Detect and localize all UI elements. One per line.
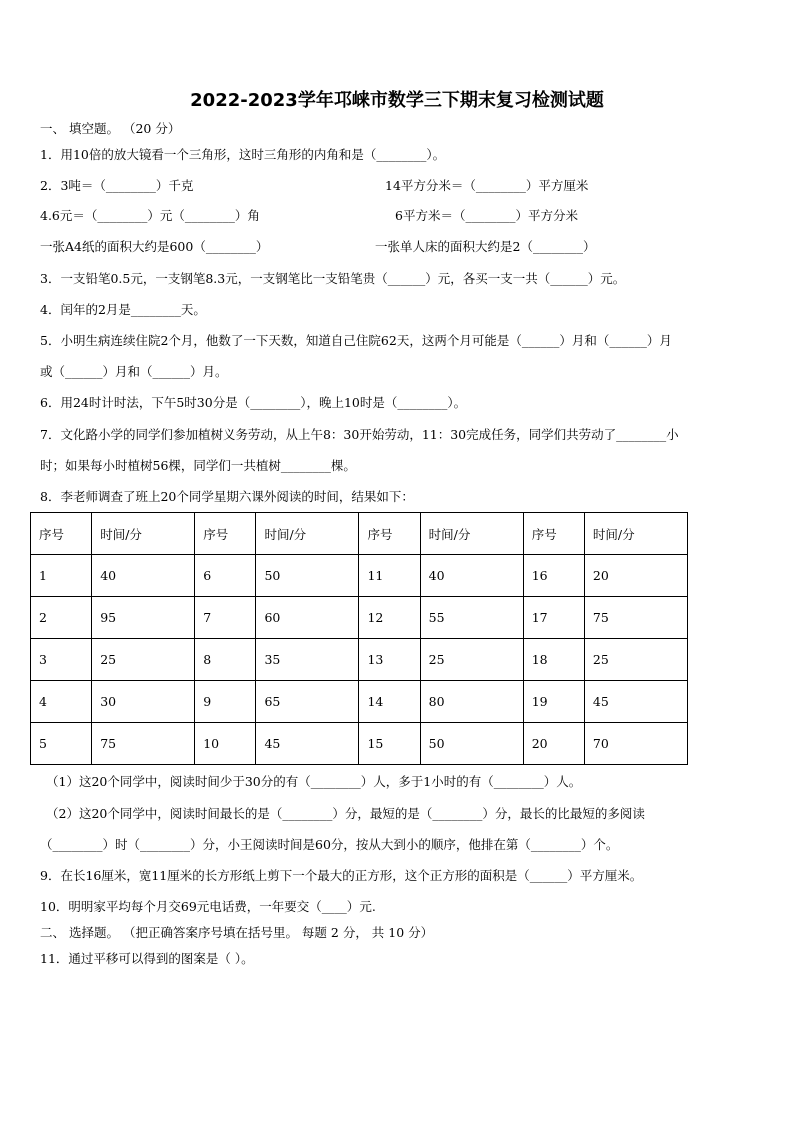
table-row (31, 723, 688, 765)
table-cell: 25 (584, 639, 687, 681)
table-header: 序号 (359, 513, 420, 555)
question-1: 1．用10倍的放大镜看一个三角形，这时三角形的内角和是（________）。 (40, 147, 446, 162)
table-cell: 75 (584, 597, 687, 639)
table-cell: 50 (420, 723, 523, 765)
table-cell: 70 (584, 723, 687, 765)
table-cell: 40 (92, 555, 195, 597)
table-cell: 4 (31, 681, 92, 723)
table-cell: 8 (195, 639, 256, 681)
table-header: 序号 (31, 513, 92, 555)
table-cell: 6 (195, 555, 256, 597)
table-cell: 25 (92, 639, 195, 681)
table-cell: 5 (31, 723, 92, 765)
question-11: 11．通过平移可以得到的图案是（ ）。 (40, 951, 254, 966)
table-cell: 20 (584, 555, 687, 597)
table-cell: 9 (195, 681, 256, 723)
table-cell: 65 (256, 681, 359, 723)
question-8-part2-line2: （________）时（________）分，小王阅读时间是60分，按从大到小的顺序，他排在第（________）个。 (40, 837, 619, 852)
question-10: 10．明明家平均每个月交69元电话费，一年要交（____）元. (40, 899, 376, 914)
table-cell: 25 (420, 639, 523, 681)
table-cell: 95 (92, 597, 195, 639)
table-cell: 50 (256, 555, 359, 597)
table-cell: 45 (584, 681, 687, 723)
question-2a: 2．3吨＝（________）千克 (40, 178, 194, 193)
table-cell: 15 (359, 723, 420, 765)
question-3: 3．一支铅笔0.5元，一支钢笔8.3元，一支钢笔比一支铅笔贵（______）元，各买一支一共（______）元。 (40, 271, 626, 286)
reading-time-table (30, 512, 688, 765)
question-4: 4．闰年的2月是________天。 (40, 302, 206, 317)
question-5-line2: 或（______）月和（______）月。 (40, 364, 228, 379)
table-row (31, 555, 688, 597)
table-cell: 16 (523, 555, 584, 597)
table-cell: 13 (359, 639, 420, 681)
table-cell: 40 (420, 555, 523, 597)
section-fill-blank-heading: 一、 填空题。 （20 分） (40, 121, 181, 136)
table-cell: 18 (523, 639, 584, 681)
question-2f: 一张单人床的面积大约是2（________） (375, 239, 596, 254)
table-row (31, 597, 688, 639)
question-2e: 一张A4纸的面积大约是600（________） (40, 239, 269, 254)
table-cell: 17 (523, 597, 584, 639)
table-header: 时间/分 (420, 513, 523, 555)
table-cell: 1 (31, 555, 92, 597)
table-header: 序号 (523, 513, 584, 555)
table-cell: 19 (523, 681, 584, 723)
table-row (31, 681, 688, 723)
table-cell: 12 (359, 597, 420, 639)
table-cell: 60 (256, 597, 359, 639)
table-header: 序号 (195, 513, 256, 555)
table-cell: 80 (420, 681, 523, 723)
table-header-row (31, 513, 688, 555)
question-9: 9．在长16厘米，宽11厘米的长方形纸上剪下一个最大的正方形，这个正方形的面积是（______）平方厘米。 (40, 868, 643, 883)
table-cell: 30 (92, 681, 195, 723)
table-cell: 10 (195, 723, 256, 765)
table-cell: 2 (31, 597, 92, 639)
table-header: 时间/分 (92, 513, 195, 555)
table-cell: 35 (256, 639, 359, 681)
table-cell: 7 (195, 597, 256, 639)
question-6: 6．用24时计时法，下午5时30分是（________），晚上10时是（________）。 (40, 395, 467, 410)
table-header: 时间/分 (584, 513, 687, 555)
table-cell: 14 (359, 681, 420, 723)
table-cell: 11 (359, 555, 420, 597)
section-multiple-choice-heading: 二、 选择题。 （把正确答案序号填在括号里。 每题 2 分， 共 10 分） (40, 925, 434, 940)
table-cell: 3 (31, 639, 92, 681)
table-header: 时间/分 (256, 513, 359, 555)
question-2c: 4.6元＝（________）元（________）角 (40, 208, 260, 223)
table-cell: 55 (420, 597, 523, 639)
table-cell: 20 (523, 723, 584, 765)
question-5-line1: 5．小明生病连续住院2个月，他数了一下天数，知道自己住院62天，这两个月可能是（______）月和（______）月 (40, 333, 672, 348)
question-8-part1: （1）这20个同学中，阅读时间少于30分的有（________）人，多于1小时的有（________）人。 (46, 774, 582, 789)
table-cell: 45 (256, 723, 359, 765)
question-8: 8．李老师调查了班上20个同学星期六课外阅读的时间，结果如下： (40, 489, 414, 504)
table-row (31, 639, 688, 681)
question-7-line1: 7．文化路小学的同学们参加植树义务劳动，从上午8：30开始劳动，11：30完成任务，同学们共劳动了________小 (40, 427, 679, 442)
question-2d: 6平方米＝（________）平方分米 (395, 208, 578, 223)
question-2b: 14平方分米＝（________）平方厘米 (385, 178, 589, 193)
page-title: 2022-2023学年邛崃市数学三下期末复习检测试题 (190, 90, 604, 111)
table-cell: 75 (92, 723, 195, 765)
question-7-line2: 时；如果每小时植树56棵，同学们一共植树________棵。 (40, 458, 356, 473)
question-8-part2-line1: （2）这20个同学中，阅读时间最长的是（________）分，最短的是（________）分，最长的比最短的多阅读 (46, 806, 645, 821)
